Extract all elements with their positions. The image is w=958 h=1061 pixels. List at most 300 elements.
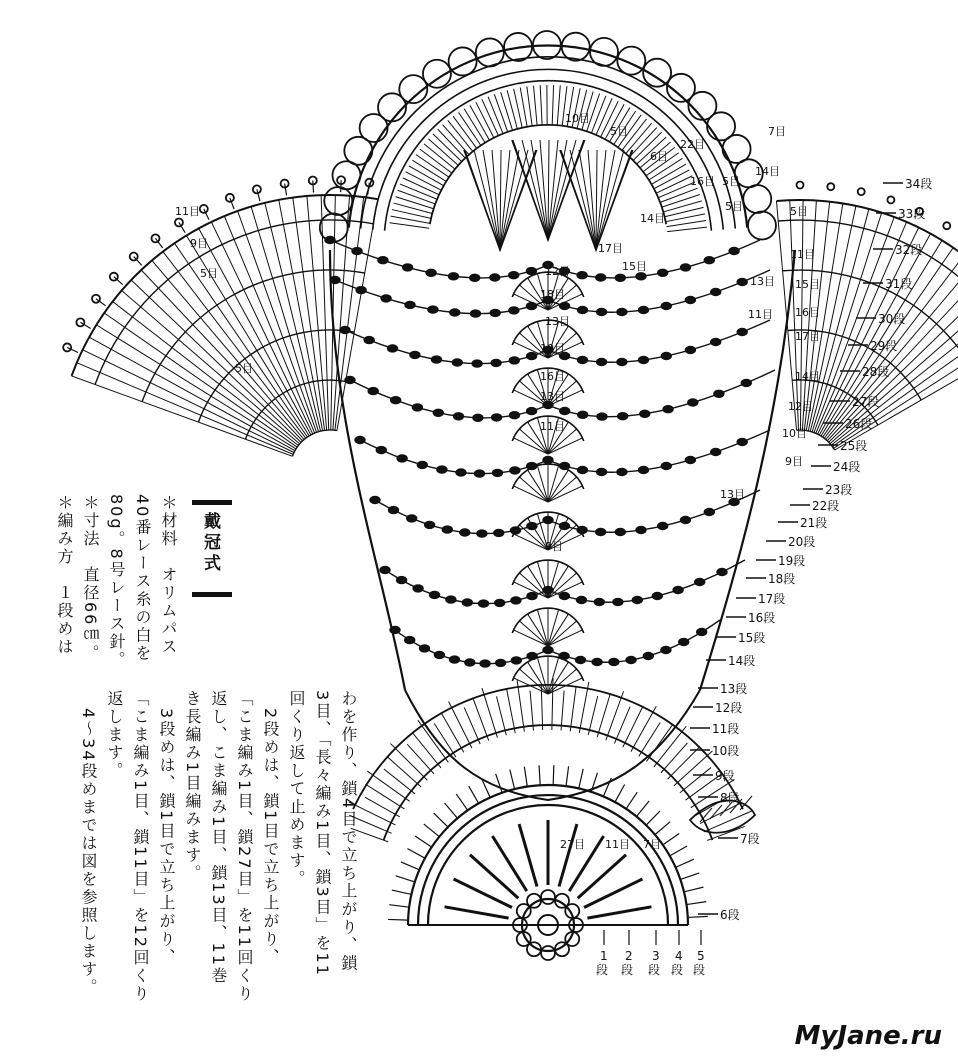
stitch-count-label: 11目	[540, 420, 565, 433]
row-label-bottom: 段	[621, 963, 634, 977]
stitch-count-label: 7目	[768, 125, 786, 138]
chain-stitch	[450, 309, 460, 316]
chain-stitch	[479, 600, 489, 607]
stitch-count-label: 13目	[750, 275, 775, 288]
scallop	[743, 185, 771, 213]
chain-stitch	[446, 596, 456, 603]
chain-stitch	[597, 309, 607, 316]
row-label-bottom: 2	[625, 949, 633, 963]
chain-stitch	[450, 656, 460, 663]
side-fan-stitch	[321, 195, 329, 430]
spoke	[587, 907, 651, 918]
chain-stitch	[490, 274, 500, 281]
dome-stitch	[395, 197, 433, 209]
chain-stitch	[376, 447, 386, 454]
side-fan-stitch	[335, 197, 364, 430]
chain-stitch	[405, 637, 415, 644]
scallop	[748, 211, 776, 239]
chain-stitch	[391, 397, 401, 404]
chain-stitch	[470, 274, 480, 281]
pineapple-line	[579, 150, 596, 250]
instruction-line: ＊編み方 １段めは	[55, 494, 74, 656]
dome-stitch	[507, 90, 517, 129]
stitch-count-label: 9目	[545, 540, 563, 553]
fan-stitch	[367, 771, 409, 801]
row-label: 33段	[898, 207, 926, 221]
chain-stitch	[658, 523, 668, 530]
chain-stitch	[695, 579, 705, 586]
chain-stitch	[493, 469, 503, 476]
chain-stitch	[509, 272, 519, 279]
chain-stitch	[456, 469, 466, 476]
side-fan-stitch	[83, 350, 294, 453]
instruction-line: 3目、「長々編み1目、鎖3目」を11	[313, 690, 332, 977]
stitch-count-label: 13目	[720, 488, 745, 501]
chain-stitch	[673, 587, 683, 594]
chain-stitch	[330, 277, 340, 284]
dome-stitch	[424, 144, 455, 169]
fan-stitch	[639, 722, 660, 756]
picot-stitch	[401, 862, 419, 870]
pineapple-line	[596, 150, 615, 250]
chain-stitch	[495, 599, 505, 606]
chain-stitch	[370, 497, 380, 504]
dome-stitch	[501, 92, 513, 130]
instruction-line: き長編み1目編みます。	[183, 690, 202, 883]
spoke	[559, 824, 577, 886]
instruction-line: ＊材料 オリムパス	[159, 494, 178, 656]
chain-stitch	[460, 529, 470, 536]
instruction-line: 4〜34段めまでは図を参照します。	[79, 690, 98, 997]
stitch-count-label: 9目	[190, 237, 208, 250]
fan-stitch	[387, 756, 421, 787]
chain-stitch	[325, 237, 335, 244]
stitch-count-label: 13目	[545, 315, 570, 328]
instruction-line: ＊寸法 直径66㎝。	[81, 494, 100, 663]
chain-stitch	[639, 467, 649, 474]
chain-stitch	[661, 463, 671, 470]
left-picot-stem	[368, 183, 370, 195]
dome-stitch	[520, 87, 527, 126]
dome-stitch	[662, 194, 700, 207]
row-label: 13段	[720, 682, 748, 696]
chain-stitch	[527, 408, 537, 415]
instruction-line: 返します。	[105, 690, 124, 780]
dome-stitch	[667, 221, 707, 227]
chain-stitch	[685, 297, 695, 304]
chain-stitch	[592, 659, 602, 666]
picot-stitch	[684, 887, 703, 892]
pineapple-line	[483, 150, 500, 250]
picot-stitch	[539, 765, 540, 785]
picot-stitch	[680, 873, 699, 880]
pineapple-line	[500, 150, 519, 250]
stitch-count-label: 14目	[755, 165, 780, 178]
chain-stitch	[527, 593, 537, 600]
chain-stitch	[661, 647, 671, 654]
spine-stitch	[537, 610, 548, 646]
fan-stitch	[579, 682, 589, 733]
chain-stitch	[511, 657, 521, 664]
chain-stitch	[511, 597, 521, 604]
picot-stitch	[392, 890, 412, 894]
chain-stitch	[615, 274, 625, 281]
chain-stitch	[480, 660, 490, 667]
picot-stitch	[646, 811, 660, 825]
pineapple-line	[531, 140, 548, 240]
picot-stitch	[688, 916, 708, 917]
chain-stitch	[577, 597, 587, 604]
fan-stitch	[704, 811, 752, 832]
chain-stitch	[472, 360, 482, 367]
chain-stitch	[661, 353, 671, 360]
picot-stitch	[670, 846, 687, 856]
dome-stitch	[667, 227, 707, 231]
dome-stitch	[626, 123, 652, 153]
chain-stitch	[578, 357, 588, 364]
stitch-count-label: 5目	[722, 175, 740, 188]
chain-stitch	[434, 651, 444, 658]
spine-stitch	[519, 669, 548, 694]
dome-stitch	[552, 85, 553, 125]
chain-stitch	[403, 264, 413, 271]
row-label: 32段	[895, 243, 923, 257]
side-fan-stitch	[211, 222, 312, 434]
chain-stitch	[340, 327, 350, 334]
chain-stitch	[711, 449, 721, 456]
row-label-bottom: 段	[671, 963, 684, 977]
picot-stitch	[566, 766, 569, 786]
spoke	[519, 824, 537, 886]
chain-stitch	[345, 377, 355, 384]
chain-stitch	[704, 509, 714, 516]
chain-stitch	[352, 248, 362, 255]
chain-stitch	[729, 248, 739, 255]
side-fan-stitch	[77, 363, 293, 455]
chain-stitch	[617, 309, 627, 316]
chain-stitch	[609, 659, 619, 666]
dome-stitch	[557, 85, 560, 125]
chain-stitch	[578, 307, 588, 314]
chain-stitch	[578, 467, 588, 474]
chain-stitch	[737, 279, 747, 286]
chain-stitch	[452, 359, 462, 366]
chain-stitch	[560, 408, 570, 415]
side-fan-stitch	[251, 207, 318, 432]
chain-stitch	[437, 466, 447, 473]
chain-stitch	[388, 345, 398, 352]
chain-stitch	[617, 359, 627, 366]
dome-stitch	[394, 203, 433, 213]
dome-stitch	[527, 86, 532, 126]
fan-stitch	[506, 688, 515, 733]
instruction-line: 2段めは、鎖1目で立ち上がり、	[261, 690, 280, 967]
title-bar-bottom	[192, 592, 232, 597]
spine-stitch	[548, 466, 559, 502]
row-label: 14段	[728, 654, 756, 668]
instruction-line: 3段めは、鎖1目で立ち上がり、	[157, 690, 176, 967]
chain-stitch	[413, 585, 423, 592]
pattern-title: 戴冠式	[200, 512, 220, 575]
chain-stitch	[596, 529, 606, 536]
row-label: 21段	[800, 516, 828, 530]
spine-stitch	[548, 669, 577, 694]
side-fan-stitch	[827, 273, 958, 441]
stitch-count-label: 10目	[565, 112, 590, 125]
spine-stitch	[537, 466, 548, 502]
fan-stitch	[623, 706, 643, 747]
chain-stitch	[433, 409, 443, 416]
chain-stitch	[432, 356, 442, 363]
fan-stitch	[631, 706, 656, 751]
fan-stitch	[700, 803, 741, 824]
dome-stitch	[663, 201, 701, 212]
picot-stitch	[456, 794, 467, 810]
stitch-count-label: 22目	[680, 138, 705, 151]
picot-stitch	[663, 833, 679, 844]
fan-stitch	[365, 797, 400, 817]
row-label: 34段	[905, 177, 933, 191]
chain-stitch	[636, 527, 646, 534]
chain-stitch	[596, 274, 606, 281]
chain-stitch	[442, 526, 452, 533]
pineapple-line	[500, 150, 501, 250]
row-label: 22段	[812, 499, 840, 513]
chain-stitch	[626, 657, 636, 664]
chain-stitch	[679, 639, 689, 646]
row-label: 15段	[738, 631, 766, 645]
stitch-count-label: 5目	[790, 205, 808, 218]
picot-stitch	[396, 876, 415, 882]
fan-stitch	[441, 712, 464, 752]
chain-stitch	[543, 457, 553, 464]
instruction-line: 「こま編み1目、鎖27目」を11回くり	[235, 690, 254, 1003]
instruction-line: 回くり返して止めます。	[287, 690, 306, 888]
chain-stitch	[661, 303, 671, 310]
chain-stitch	[510, 412, 520, 419]
pineapple-line	[500, 150, 528, 250]
row-label: 28段	[862, 365, 890, 379]
instruction-line: 返し、こま編み1目、鎖13目、11巻	[209, 690, 228, 985]
stitch-count-label: 9目	[785, 455, 803, 468]
spine-stitch	[537, 658, 548, 694]
stitch-count-label: 11目	[748, 308, 773, 321]
row-label: 12段	[715, 701, 743, 715]
fan-stitch	[482, 688, 497, 738]
chain-stitch	[462, 599, 472, 606]
chain-stitch	[368, 388, 378, 395]
dome-stitch	[514, 89, 523, 128]
side-fan-stitch	[279, 200, 323, 431]
row-label: 9段	[715, 769, 735, 783]
chain-stitch	[378, 257, 388, 264]
stitch-count-label: 12目	[788, 400, 813, 413]
stitch-count-label: 11目	[605, 838, 630, 851]
chain-stitch	[477, 530, 487, 537]
chain-stitch	[741, 379, 751, 386]
picot-stitch	[686, 902, 706, 905]
chain-stitch	[426, 269, 436, 276]
stitch-count-label: 14目	[640, 212, 665, 225]
row-label: 29段	[870, 339, 898, 353]
chain-stitch	[430, 591, 440, 598]
picot-stitch	[469, 786, 479, 803]
chain-stitch	[509, 357, 519, 364]
dome-stitch	[390, 223, 430, 229]
chain-stitch	[577, 272, 587, 279]
row-label: 16段	[748, 611, 776, 625]
chain-stitch	[492, 414, 502, 421]
stitch-count-label: 16目	[540, 370, 565, 383]
picot-stitch	[388, 919, 408, 920]
chain-stitch	[527, 523, 537, 530]
row-label: 19段	[778, 554, 806, 568]
chain-stitch	[428, 306, 438, 313]
picot-stitch	[510, 770, 515, 789]
chain-stitch	[685, 457, 695, 464]
chain-stitch	[714, 390, 724, 397]
stitch-count-label: 6目	[650, 150, 668, 163]
row-label-bottom: 5	[697, 949, 705, 963]
chain-stitch	[737, 329, 747, 336]
row-label: 23段	[825, 483, 853, 497]
chain-stitch	[381, 295, 391, 302]
chain-stitch	[454, 413, 464, 420]
picot-stitch	[615, 785, 625, 803]
stitch-count-label: 10目	[540, 342, 565, 355]
chain-stitch	[364, 337, 374, 344]
row-label-bottom: 3	[652, 949, 660, 963]
spoke	[492, 836, 526, 891]
chain-stitch	[356, 287, 366, 294]
chain-stitch	[543, 647, 553, 654]
right-picot	[943, 222, 950, 229]
fan-stitch	[661, 743, 688, 773]
chain-stitch	[494, 529, 504, 536]
fan-stitch	[407, 744, 434, 774]
chain-stitch	[496, 659, 506, 666]
fan-stitch	[646, 724, 673, 761]
picot-stitch	[445, 803, 458, 818]
dome-stitch	[438, 129, 466, 158]
chain-stitch	[355, 437, 365, 444]
dome-stitch	[660, 188, 697, 202]
side-fan-stitch	[337, 199, 378, 430]
chain-stitch	[397, 455, 407, 462]
picot-stitch	[636, 801, 649, 816]
spoke	[445, 907, 509, 918]
stitch-count-label: 7目	[643, 838, 661, 851]
chain-stitch	[697, 629, 707, 636]
chain-stitch	[490, 309, 500, 316]
chain-stitch	[417, 461, 427, 468]
leaf	[690, 801, 755, 833]
chain-stitch	[509, 307, 519, 314]
row-label: 20段	[788, 535, 816, 549]
row-label-bottom: 1	[600, 949, 608, 963]
right-picot	[827, 183, 834, 190]
spine-stitch	[548, 610, 559, 646]
row-label: 25段	[840, 439, 868, 453]
pineapple-line	[548, 140, 549, 240]
row-label: 17段	[758, 592, 786, 606]
chain-stitch	[704, 257, 714, 264]
chain-stitch	[597, 413, 607, 420]
stitch-count-label: 15目	[795, 278, 820, 291]
spine-stitch	[519, 477, 548, 502]
chain-stitch	[449, 273, 459, 280]
watermark-logo: MyJane.ru	[794, 1021, 942, 1051]
instruction-line: わを作り、鎖4目で立ち上がり、鎖	[339, 690, 358, 973]
dome-stitch	[533, 86, 537, 126]
chain-stitch	[617, 469, 627, 476]
instruction-line: 80g。8号レース針。	[107, 494, 126, 669]
chain-stitch	[594, 599, 604, 606]
row-label: 31段	[885, 277, 913, 291]
chain-stitch	[407, 515, 417, 522]
chain-stitch	[615, 529, 625, 536]
dome-stitch	[494, 94, 507, 132]
side-fan-stitch	[776, 201, 796, 430]
spine-stitch	[519, 621, 548, 646]
dome-stitch	[433, 134, 462, 162]
fan-stitch	[390, 744, 427, 781]
fan-stitch	[418, 720, 448, 762]
chain-stitch	[652, 593, 662, 600]
picot-stitch	[389, 905, 409, 908]
chain-stitch	[578, 411, 588, 418]
center-petal	[541, 890, 555, 904]
chain-stitch	[681, 264, 691, 271]
dome-stitch	[540, 85, 542, 125]
row-label: 24段	[833, 460, 861, 474]
fan-stitch	[449, 701, 472, 747]
chain-stitch	[681, 517, 691, 524]
pineapple-line	[596, 150, 597, 250]
chain-stitch	[491, 359, 501, 366]
stitch-count-label: 5目	[610, 125, 628, 138]
chain-stitch	[711, 339, 721, 346]
fan-stitch	[674, 751, 713, 786]
row-label: 6段	[720, 908, 740, 922]
picot-stitch	[434, 813, 448, 827]
leaf-vein	[710, 805, 722, 819]
stitch-count-label: 14目	[795, 370, 820, 383]
row-label-bottom: 段	[648, 963, 661, 977]
chain-stitch	[510, 467, 520, 474]
picot-stitch	[655, 822, 670, 835]
chain-stitch	[685, 347, 695, 354]
fan-stitch	[473, 698, 489, 741]
right-picot	[887, 196, 894, 203]
chain-stitch	[390, 627, 400, 634]
row-label: 26段	[845, 417, 873, 431]
fan-stitch	[597, 693, 610, 737]
picot-stitch	[524, 767, 527, 787]
stitch-count-label: 18目	[540, 288, 565, 301]
stitch-count-label: 16目	[690, 175, 715, 188]
center-petal	[541, 946, 555, 960]
row-label: 10段	[712, 744, 740, 758]
dome-stitch	[488, 97, 503, 134]
row-label-bottom: 段	[596, 963, 609, 977]
stitch-count-label: 11目	[790, 248, 815, 261]
chain-stitch	[425, 521, 435, 528]
title-bar-top	[192, 500, 232, 505]
right-picot	[797, 182, 804, 189]
chain-stitch	[717, 569, 727, 576]
stitch-count-label: 17目	[598, 242, 623, 255]
